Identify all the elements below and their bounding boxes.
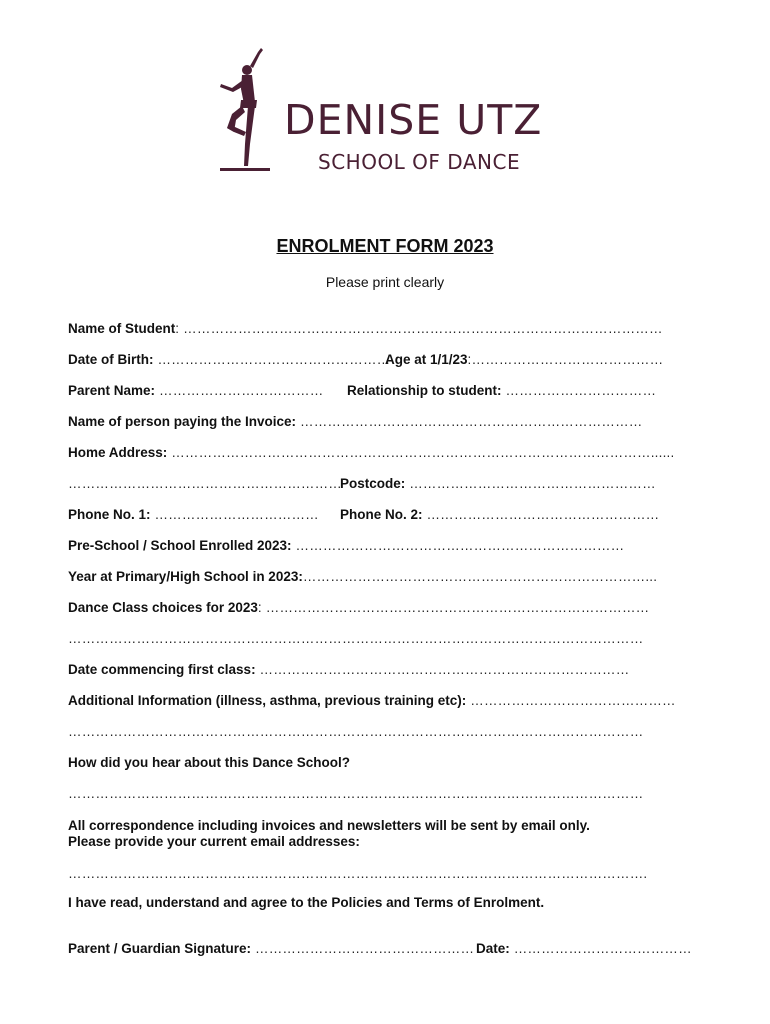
date-of-birth-field[interactable] (68, 352, 390, 368)
fill-line[interactable]: : …………………………………………………………………………………………… (175, 321, 663, 336)
field-label: Parent Name: (68, 383, 156, 398)
correspondence-notice (68, 818, 590, 834)
field-label: Home Address: (68, 445, 168, 460)
field-label: Age at 1/1/23 (385, 352, 468, 367)
school-year-field[interactable] (68, 569, 657, 585)
postcode-field[interactable] (340, 476, 656, 492)
agreement-statement (68, 895, 544, 911)
phone-2-field[interactable] (340, 507, 659, 523)
school-logo (214, 44, 559, 176)
email-address-line[interactable] (68, 866, 647, 882)
field-label: Parent / Guardian Signature: (68, 941, 252, 956)
fill-line[interactable]: ………………………………………………………………………………………………………………. (68, 866, 648, 881)
field-label: Dance Class choices for 2023 (68, 600, 258, 615)
agreement-text: I have read, understand and agree to the Policies and Terms of Enrolment. (68, 895, 545, 910)
fill-line[interactable]: ……………………………………………………………………… (255, 662, 630, 677)
notice-text: All correspondence including invoices and newsletters will be sent by email only. (68, 818, 590, 833)
relationship-field[interactable] (347, 383, 656, 399)
parent-name-field[interactable] (68, 383, 323, 399)
fill-line[interactable]: :…………………………………… (467, 352, 664, 367)
fill-line[interactable]: ……………………………… (150, 507, 319, 522)
date-commencing-field[interactable] (68, 662, 629, 678)
fill-line[interactable]: ……………………………………………………………………………………………………………… (68, 631, 644, 646)
field-label: Date of Birth: (68, 352, 154, 367)
fill-line[interactable]: ……………………………………………………………………………………………………………… (68, 786, 644, 801)
dance-class-choices-field[interactable] (68, 600, 649, 616)
fill-line[interactable]: ………………………………………… (251, 941, 475, 956)
email-request (68, 834, 360, 850)
school-enrolled-field[interactable] (68, 538, 624, 554)
fill-line[interactable]: ……………………………………… (466, 693, 676, 708)
logo-subtitle: SCHOOL OF DANCE (318, 150, 521, 174)
dance-class-choices-line-2[interactable] (68, 631, 643, 647)
field-label: Name of Student (68, 321, 176, 336)
home-address-field[interactable] (68, 445, 674, 461)
fill-line[interactable]: ……………………………………………………………… (291, 538, 625, 553)
fill-line[interactable]: …………………………………………………………………... (302, 569, 658, 584)
fill-line[interactable]: …………………………………………… (153, 352, 391, 367)
hear-about-answer-line[interactable] (68, 786, 643, 802)
form-subtitle: Please print clearly (325, 274, 445, 290)
additional-info-line-2[interactable] (68, 724, 643, 740)
hear-about-question (68, 755, 350, 771)
field-label: Date: (476, 941, 510, 956)
field-label: Date commencing first class: (68, 662, 256, 677)
field-label: Name of person paying the Invoice: (68, 414, 297, 429)
signature-field[interactable] (68, 941, 474, 957)
fill-line[interactable]: ………………………………… (509, 941, 692, 956)
fill-line[interactable]: ……………………………………………………………………………………………...... (167, 445, 675, 460)
age-field[interactable] (385, 352, 663, 368)
fill-line[interactable]: ……………………………… (155, 383, 324, 398)
invoice-payer-field[interactable] (68, 414, 643, 430)
form-title: ENROLMENT FORM 2023 (276, 236, 494, 256)
date-field[interactable] (476, 941, 692, 957)
phone-1-field[interactable] (68, 507, 319, 523)
fill-line[interactable]: : ………………………………………………………………………… (257, 600, 650, 615)
logo-name: DENISE UTZ (284, 96, 543, 144)
field-label: Postcode: (340, 476, 406, 491)
notice-text: Please provide your current email addresses: (68, 834, 360, 849)
address-line-2-field[interactable] (68, 476, 342, 492)
field-label: Phone No. 2: (340, 507, 423, 522)
fill-line[interactable]: …………………………………………………… (68, 476, 342, 491)
field-label: How did you hear about this Dance School? (68, 755, 351, 770)
ballerina-icon (214, 44, 274, 176)
additional-info-field[interactable] (68, 693, 676, 709)
fill-line[interactable]: …………………………………………… (422, 507, 660, 522)
fill-line[interactable]: ……………………………………………………………………………………………………………… (68, 724, 644, 739)
field-label: Year at Primary/High School in 2023: (68, 569, 303, 584)
name-of-student-field[interactable] (68, 321, 663, 337)
fill-line[interactable]: ……………………………………………… (405, 476, 656, 491)
field-label: Additional Information (illness, asthma, previous training etc): (68, 693, 467, 708)
field-label: Phone No. 1: (68, 507, 151, 522)
fill-line[interactable]: …………………………… (501, 383, 657, 398)
fill-line[interactable]: ………………………………………………………………… (296, 414, 643, 429)
field-label: Pre-School / School Enrolled 2023: (68, 538, 292, 553)
field-label: Relationship to student: (347, 383, 502, 398)
